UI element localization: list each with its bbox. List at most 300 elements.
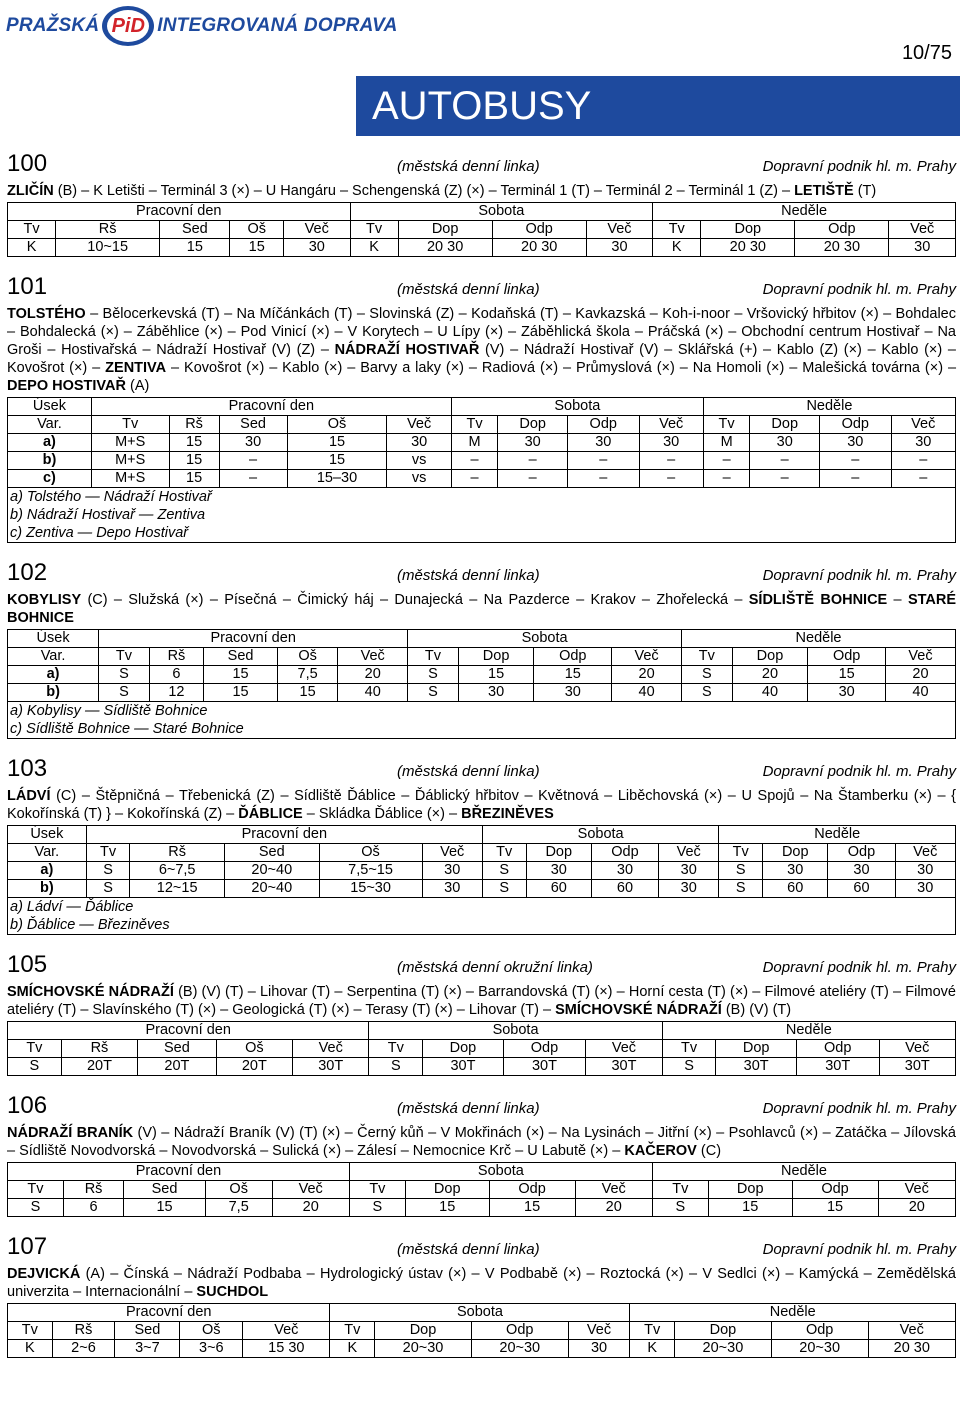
table-cell: a) [8,666,99,684]
table-cell: 7,5 [205,1199,272,1217]
column-header: Oš [277,648,337,666]
table-cell: 20 [612,666,682,684]
workday-header: Pracovní den [8,1022,369,1040]
workday-header: Pracovní den [86,826,482,844]
table-cell: 30 [891,434,955,452]
column-header: Tv [349,1181,405,1199]
route-notes: a) Tolstého — Nádraží Hostivař b) Nádraží Hostivař — Zentiva c) Zentiva — Depo Hostivař [8,488,956,543]
column-header: Dop [732,648,808,666]
column-header: Oš [230,221,284,239]
column-header: Več [422,844,482,862]
line-operator: Dopravní podnik hl. m. Prahy [762,567,956,584]
route-notes: a) Ládví — Ďáblice b) Ďáblice — Březiněves [8,898,956,935]
table-cell: 20 30 [868,1340,955,1358]
table-cell: 30 [820,434,891,452]
route-description: LÁDVÍ (C) – Štěpničná – Třebenická (Z) – Sídliště Ďáblice – Ďáblický hřbitov – Květnová – Liběchovská (×) – U Spojů – Na Štamberku (×) – { Kokořínská (T) } – Kokořínská (Z) – ĎÁBLICE – Skládka Ďáblice (×) – BŘEZINĚVES [7,788,956,822]
table-cell: 15 [287,434,387,452]
table-cell: 6 [149,666,203,684]
table-cell: M [451,434,498,452]
table-cell: 30 [750,434,820,452]
table-cell: a) [8,434,92,452]
table-row [8,434,956,452]
table-cell: 20~40 [224,862,319,880]
table-cell: – [703,452,750,470]
table-cell: – [750,452,820,470]
table-cell: 30 [422,880,482,898]
table-row [8,684,956,702]
table-cell: 20 30 [795,239,889,257]
table-row [8,1340,956,1358]
line-section [7,1233,956,1358]
table-cell: 40 [885,684,955,702]
line-number: 106 [7,1092,48,1119]
column-header: Več [586,221,652,239]
table-cell: 30T [586,1058,662,1076]
table-cell: S [719,862,763,880]
column-header: Odp [796,1040,879,1058]
column-header: Rš [63,1181,123,1199]
workday-header: Pracovní den [91,398,451,416]
table-cell: 30 [889,239,956,257]
table-cell: 15 [287,452,387,470]
column-header: Več [586,1040,662,1058]
column-header: Odp [795,221,889,239]
column-header: Oš [319,844,422,862]
table-cell: 15 [169,452,219,470]
column-header: Oš [287,416,387,434]
table-cell: 30T [503,1058,586,1076]
column-header: Dop [423,1040,504,1058]
table-cell: S [349,1199,405,1217]
var-header: Var. [8,648,99,666]
table-cell: 30T [716,1058,797,1076]
line-header [7,951,956,979]
column-header: Sed [124,1181,206,1199]
line-header [7,559,956,587]
table-cell: M+S [91,452,169,470]
column-header: Sed [224,844,319,862]
workday-header: Pracovní den [99,630,408,648]
table-cell: 30 [534,684,612,702]
column-header: Tv [451,416,498,434]
table-cell: 15 [169,434,219,452]
sunday-header: Neděle [703,398,955,416]
var-header: Var. [8,844,87,862]
table-cell: 30 [763,862,828,880]
column-header: Dop [458,648,534,666]
column-header: Dop [398,221,492,239]
line-type: (městská denní linka) [397,763,540,780]
timetable [7,1021,956,1076]
column-header: Dop [750,416,820,434]
table-cell: S [99,684,150,702]
table-cell: 20~30 [375,1340,472,1358]
table-cell: 60 [828,880,895,898]
column-header: Tv [703,416,750,434]
column-header: Več [659,844,719,862]
column-header: Več [889,221,956,239]
table-cell: 60 [591,880,658,898]
column-header: Dop [375,1322,472,1340]
usek-header: Úsek [8,630,99,648]
column-header: Tv [408,648,459,666]
line-number: 101 [7,273,48,300]
table-cell: 20 [732,666,808,684]
table-cell: 30T [423,1058,504,1076]
column-header: Tv [86,844,130,862]
table-row [8,470,956,488]
column-header: Več [879,1040,956,1058]
column-header: Odp [828,844,895,862]
table-cell: 40 [612,684,682,702]
table-cell: 6 [63,1199,123,1217]
column-header: Več [895,844,956,862]
table-cell: 6~7,5 [130,862,225,880]
line-type: (městská denní linka) [397,1100,540,1117]
table-cell: 3~7 [115,1340,180,1358]
table-cell: – [219,470,287,488]
column-header: Odp [492,221,586,239]
table-cell: 30 [568,1340,630,1358]
column-header: Tv [8,221,56,239]
column-header: Tv [653,221,701,239]
column-header: Odp [820,416,891,434]
column-header: Dop [526,844,591,862]
saturday-header: Sobota [408,630,682,648]
sunday-header: Neděle [652,1163,955,1181]
column-header: Tv [719,844,763,862]
table-cell: 15 [160,239,230,257]
column-header: Tv [350,221,398,239]
line-number: 103 [7,755,48,782]
table-cell: M+S [91,434,169,452]
table-cell: 30T [293,1058,369,1076]
timetable [7,825,956,935]
table-cell: – [639,470,703,488]
column-header: Tv [662,1040,716,1058]
table-cell: 30 [526,862,591,880]
logo-text-left: PRAŽSKÁ [6,15,100,36]
table-cell: 30 [458,684,534,702]
line-operator: Dopravní podnik hl. m. Prahy [762,281,956,298]
table-cell: c) [8,470,92,488]
line-header [7,1233,956,1261]
table-cell: a) [8,862,87,880]
sunday-header: Neděle [662,1022,955,1040]
line-operator: Dopravní podnik hl. m. Prahy [762,1241,956,1258]
column-header: Odp [489,1181,575,1199]
workday-header: Pracovní den [8,1304,330,1322]
table-cell: – [498,452,568,470]
column-header: Rš [149,648,203,666]
table-cell: 15 [204,666,278,684]
table-cell: 7,5~15 [319,862,422,880]
usek-header: Úsek [8,398,92,416]
line-header [7,755,956,783]
table-cell: S [652,1199,708,1217]
table-cell: – [750,470,820,488]
column-header: Sed [115,1322,180,1340]
column-header: Več [568,1322,630,1340]
table-cell: – [451,470,498,488]
saturday-header: Sobota [369,1022,662,1040]
column-header: Tv [99,648,150,666]
table-cell: K [350,239,398,257]
table-cell: K [8,1340,53,1358]
table-cell: – [703,470,750,488]
table-cell: K [8,239,56,257]
column-header: Dop [716,1040,797,1058]
table-cell: 30 [895,862,956,880]
line-type: (městská denní linka) [397,567,540,584]
timetable [7,202,956,257]
line-type: (městská denní okružní linka) [397,959,593,976]
column-header: Rš [56,221,160,239]
column-header: Rš [52,1322,115,1340]
table-cell: 30 [659,880,719,898]
column-header: Oš [216,1040,292,1058]
table-cell: S [86,880,130,898]
column-header: Več [885,648,955,666]
column-header: Dop [405,1181,489,1199]
table-cell: M+S [91,470,169,488]
table-cell: S [662,1058,716,1076]
table-cell: 3~6 [180,1340,243,1358]
table-cell: 30 [387,434,451,452]
column-header: Več [284,221,350,239]
table-cell: 30 [639,434,703,452]
table-cell: S [682,666,733,684]
table-cell: 20 30 [492,239,586,257]
column-header: Več [612,648,682,666]
table-cell: – [451,452,498,470]
table-cell: 12 [149,684,203,702]
column-header: Tv [482,844,526,862]
table-row [8,452,956,470]
line-number: 102 [7,559,48,586]
column-header: Dop [763,844,828,862]
table-cell: 20 [575,1199,652,1217]
timetable [7,1303,956,1358]
column-header: Odp [792,1181,878,1199]
column-header: Odp [471,1322,568,1340]
logo [6,4,398,48]
table-cell: K [653,239,701,257]
route-description: NÁDRAŽÍ BRANÍK (V) – Nádraží Braník (V) (T) (×) – Černý kůň – V Mokřinách (×) – Na Lysinách – Jitřní (×) – Psohlavců (×) – Zatáčka – Jílovská – Sídliště Novodvorská – Novodvorská – Sulická (×) – Zálesí – Nemocnice Krč – U Labutě (×) – KAČEROV (C) [7,1125,956,1159]
column-header: Sed [219,416,287,434]
column-header: Več [868,1322,955,1340]
logo-text-right: INTEGROVANÁ DOPRAVA [157,15,398,36]
line-header [7,150,956,178]
column-header: Oš [180,1322,243,1340]
column-header: Odp [771,1322,868,1340]
column-header: Tv [8,1181,64,1199]
column-header: Več [272,1181,349,1199]
table-cell: 10~15 [56,239,160,257]
table-cell: 20 [878,1199,955,1217]
line-number: 105 [7,951,48,978]
table-cell: 60 [763,880,828,898]
column-header: Odp [591,844,658,862]
column-header: Več [243,1322,330,1340]
table-cell: S [369,1058,423,1076]
saturday-header: Sobota [349,1163,652,1181]
table-cell: 30 [659,862,719,880]
table-cell: – [891,470,955,488]
column-header: Sed [160,221,230,239]
table-cell: 30 [284,239,350,257]
table-cell: – [891,452,955,470]
usek-header: Úsek [8,826,87,844]
column-header: Oš [205,1181,272,1199]
column-header: Rš [61,1040,137,1058]
column-header: Tv [630,1322,675,1340]
timetable [7,1162,956,1217]
column-header: Rš [169,416,219,434]
table-cell: 60 [526,880,591,898]
table-cell: 15 [708,1199,792,1217]
table-cell: 7,5 [277,666,337,684]
column-header: Odp [503,1040,586,1058]
table-cell: K [630,1340,675,1358]
table-cell: 20 30 [398,239,492,257]
table-cell: 15 [277,684,337,702]
route-description: DEJVICKÁ (A) – Čínská – Nádraží Podbaba – Hydrologický ústav (×) – V Podbabě (×) – Roztocká (×) – V Sedlci (×) – Kamýcká – Zemědělská univerzita – Internacionální – SUCHDOL [7,1266,956,1300]
column-header: Več [387,416,451,434]
table-cell: S [482,880,526,898]
column-header: Več [639,416,703,434]
line-number: 100 [7,150,48,177]
line-header [7,1092,956,1120]
table-cell: 20T [216,1058,292,1076]
column-header: Rš [130,844,225,862]
table-cell: 20T [138,1058,216,1076]
table-cell: 12~15 [130,880,225,898]
table-cell: 30 [591,862,658,880]
table-cell: 15 [169,470,219,488]
table-cell: 20 [885,666,955,684]
table-cell: M [703,434,750,452]
table-cell: 30 [586,239,652,257]
table-cell: 15–30 [287,470,387,488]
column-header: Tv [682,648,733,666]
sunday-header: Neděle [653,203,956,221]
column-header: Tv [330,1322,375,1340]
table-cell: 30T [879,1058,956,1076]
table-cell: – [820,470,891,488]
saturday-header: Sobota [482,826,718,844]
table-cell: 15 [204,684,278,702]
sunday-header: Neděle [630,1304,956,1322]
table-cell: S [482,862,526,880]
table-cell: – [639,452,703,470]
table-cell: S [8,1058,62,1076]
column-header: Dop [708,1181,792,1199]
table-cell: S [408,666,459,684]
column-header: Dop [701,221,795,239]
line-operator: Dopravní podnik hl. m. Prahy [762,763,956,780]
column-header: Sed [204,648,278,666]
line-section [7,559,956,739]
table-cell: 15 30 [243,1340,330,1358]
column-header: Več [878,1181,955,1199]
table-cell: 20~40 [224,880,319,898]
table-cell: 15 [230,239,284,257]
line-type: (městská denní linka) [397,158,540,175]
table-cell: 30 [808,684,886,702]
table-cell: vs [387,470,451,488]
table-cell: 30 [498,434,568,452]
column-header: Odp [534,648,612,666]
table-cell: – [568,470,639,488]
table-cell: S [99,666,150,684]
table-cell: 30 [828,862,895,880]
table-cell: S [682,684,733,702]
section-banner: AUTOBUSY [356,76,960,136]
table-cell: – [820,452,891,470]
table-cell: 15 [792,1199,878,1217]
table-cell: K [330,1340,375,1358]
column-header: Odp [808,648,886,666]
table-row [8,862,956,880]
sunday-header: Neděle [682,630,956,648]
line-header [7,273,956,301]
table-cell: 15 [405,1199,489,1217]
timetable-list [7,150,956,1358]
page-number: 10/75 [901,42,952,64]
table-cell: 15~30 [319,880,422,898]
table-cell: 30T [796,1058,879,1076]
timetable [7,629,956,739]
table-row [8,239,956,257]
saturday-header: Sobota [451,398,703,416]
table-cell: 15 [489,1199,575,1217]
saturday-header: Sobota [330,1304,630,1322]
column-header: Tv [91,416,169,434]
table-cell: S [8,1199,64,1217]
var-header: Var. [8,416,92,434]
table-cell: – [498,470,568,488]
column-header: Več [575,1181,652,1199]
line-section [7,150,956,257]
column-header: Dop [498,416,568,434]
table-cell: 20 [338,666,408,684]
timetable [7,397,956,543]
table-cell: 15 [808,666,886,684]
column-header: Več [338,648,408,666]
saturday-header: Sobota [350,203,653,221]
table-cell: S [719,880,763,898]
line-section [7,755,956,935]
pid-logo-icon: PiD [102,6,154,46]
table-row [8,1058,956,1076]
table-row [8,880,956,898]
workday-header: Pracovní den [8,1163,350,1181]
column-header: Tv [8,1040,62,1058]
sunday-header: Neděle [719,826,956,844]
table-cell: – [219,452,287,470]
line-type: (městská denní linka) [397,1241,540,1258]
table-cell: 20T [61,1058,137,1076]
table-cell: 40 [732,684,808,702]
table-cell: S [408,684,459,702]
table-cell: 40 [338,684,408,702]
table-cell: b) [8,452,92,470]
table-cell: 15 [458,666,534,684]
table-row [8,1199,956,1217]
route-description: KOBYLISY (C) – Služská (×) – Písečná – Čimický háj – Dunajecká – Na Pazderce – Krakov – Zhořelecká – SÍDLIŠTĚ BOHNICE – STARÉ BOHNICE [7,592,957,626]
table-cell: S [86,862,130,880]
